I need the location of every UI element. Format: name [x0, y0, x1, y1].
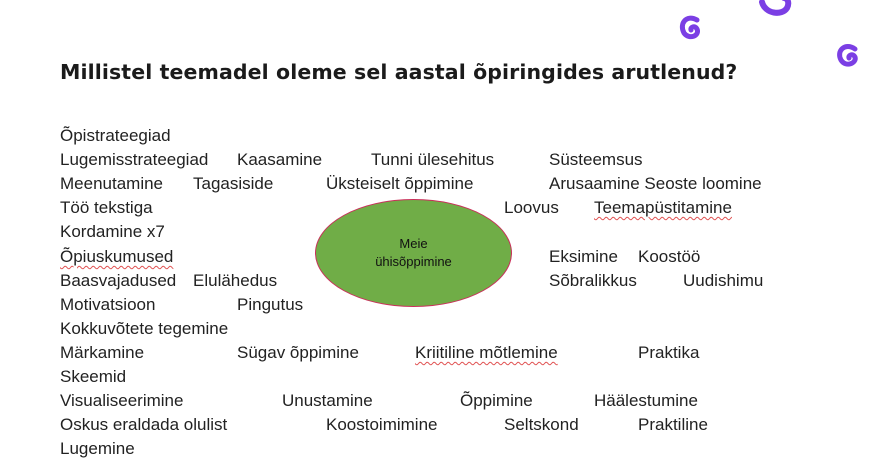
topic-word: Skeemid: [60, 367, 127, 386]
topic-word: Sügav õppimine: [237, 343, 359, 362]
topic-word: Kokkuvõtete tegemine: [60, 319, 229, 338]
topic-word: Õpiuskumused: [60, 247, 174, 266]
topic-word: Kordamine x7: [60, 222, 165, 241]
topic-word: Seltskond: [504, 415, 579, 434]
topic-word: Praktiline: [638, 415, 708, 434]
topic-word: Koostoimimine: [326, 415, 438, 434]
topic-word: Kriitiline mõtlemine: [415, 343, 558, 362]
topic-word: Loovus: [504, 198, 559, 217]
topic-word: Koostöö: [638, 247, 701, 266]
topic-word: Teemapüstitamine: [594, 198, 732, 217]
topic-word: Lugemisstrateegiad: [60, 150, 209, 169]
topic-word: Süsteemsus: [549, 150, 643, 169]
topic-word: Praktika: [638, 343, 700, 362]
topic-word: Tagasiside: [193, 174, 274, 193]
topic-word: Uudishimu: [683, 271, 764, 290]
topic-word: Tunni ülesehitus: [371, 150, 495, 169]
topic-word: Lugemine: [60, 439, 135, 458]
squiggle-icon: [840, 47, 856, 65]
topic-word: Pingutus: [237, 295, 304, 314]
topic-word: Sõbralikkus: [549, 271, 637, 290]
topic-word: Töö tekstiga: [60, 198, 153, 217]
topic-word: Oskus eraldada olulist: [60, 415, 228, 434]
topic-word: Baasvajadused: [60, 271, 177, 290]
topic-word: Üksteiselt õppimine: [326, 174, 474, 193]
squiggle-icon: [762, 0, 788, 13]
topic-word: Visualiseerimine: [60, 391, 184, 410]
topic-word: Eksimine: [549, 247, 618, 266]
squiggle-icon: [682, 18, 697, 36]
topic-word: Meenutamine: [60, 174, 164, 193]
topic-word: Häälestumine: [594, 391, 698, 410]
topic-word: Märkamine: [60, 343, 145, 362]
center-label: Meie ühisõppimine: [375, 236, 452, 269]
topic-word: Motivatsioon: [60, 295, 156, 314]
topic-word: Elulähedus: [193, 271, 278, 290]
topic-word: Kaasamine: [237, 150, 323, 169]
topic-word: Arusaamine Seoste loomine: [549, 174, 762, 193]
topic-word: Õppimine: [460, 391, 533, 410]
topic-word: Õpistrateegiad: [60, 126, 171, 145]
slide-title: Millistel teemadel oleme sel aastal õpiringides arutlenud?: [60, 60, 738, 84]
topic-word: Unustamine: [282, 391, 373, 410]
center-ellipse: [315, 199, 512, 307]
